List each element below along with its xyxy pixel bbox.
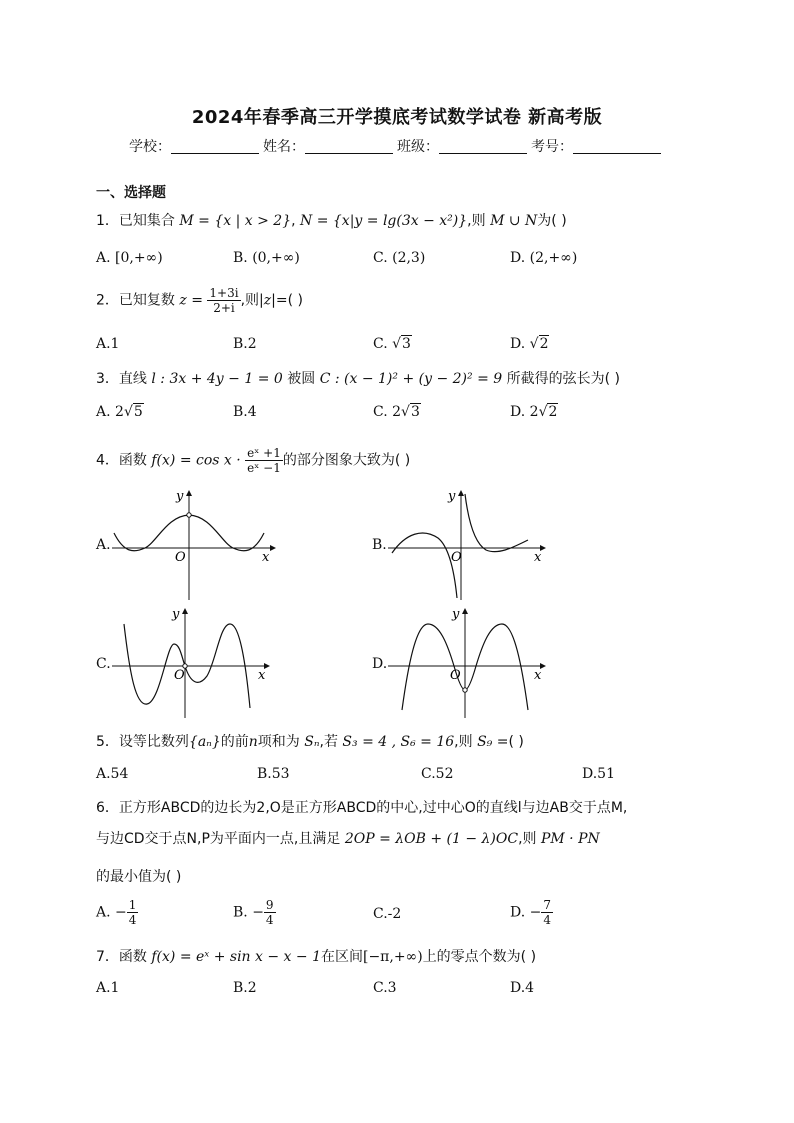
fraction: $\frac{\text{eˣ +1}}{\text{eˣ −1}}$	[247, 446, 281, 475]
math-expr: PM · PN	[540, 831, 600, 847]
math-expr: S₃ = 4 , S₆ = 16	[342, 734, 455, 750]
option-a[interactable]: A. [0,+∞)	[96, 250, 163, 266]
math-expr: f(x) = cos x ·	[151, 452, 241, 469]
question-text: 函数	[118, 452, 147, 469]
question-text: 被圆	[287, 371, 316, 387]
x-axis-label: x	[534, 550, 542, 565]
x-axis-label: x	[262, 550, 270, 565]
origin-label: O	[451, 550, 462, 565]
math-expr: 2OP = λOB + (1 − λ)OC	[344, 831, 519, 847]
name-blank[interactable]	[305, 139, 393, 154]
option-b[interactable]: B. − $\frac{9}{4}$	[233, 898, 274, 927]
fraction: $\frac{7}{4}$	[543, 898, 551, 927]
question-1	[96, 210, 567, 230]
question-text: 在区间	[320, 949, 363, 965]
math-expr: z =	[179, 292, 203, 309]
y-axis-label: y	[172, 607, 180, 622]
sqrt: √2	[538, 404, 558, 420]
number-label: 考号：	[531, 139, 573, 155]
option-c[interactable]: C. 2√3	[373, 404, 420, 420]
question-text: 的前	[220, 734, 249, 750]
question-text: 为( )	[537, 213, 567, 229]
origin-label: O	[174, 668, 185, 683]
graph-c-label[interactable]: C.	[96, 656, 111, 672]
option-b[interactable]: B.53	[257, 766, 290, 782]
question-text: 所截得的弦长为( )	[506, 371, 620, 387]
option-a[interactable]: A. 2√5	[96, 404, 143, 420]
question-text: 已知集合	[118, 213, 175, 229]
graph-d-label[interactable]: D.	[372, 656, 388, 672]
question-text: 上的零点个数为( )	[422, 949, 537, 965]
x-axis-label: x	[534, 668, 542, 683]
math-expr: M ∪ N	[490, 213, 538, 229]
x-axis-label: x	[258, 668, 266, 683]
question-number: 3．	[96, 371, 119, 387]
question-text: ,则	[467, 213, 486, 229]
math-expr: {aₙ}	[188, 734, 221, 750]
y-axis-label: y	[448, 489, 456, 504]
option-a[interactable]: A.1	[96, 336, 120, 352]
option-b[interactable]: B. (0,+∞)	[233, 250, 300, 266]
math-expr: Sₙ	[304, 734, 320, 750]
math-expr: f(x) = eˣ + sin x − x − 1	[151, 949, 321, 965]
school-blank[interactable]	[171, 139, 259, 154]
question-text: 与边CD交于点N,P为平面内一点,且满足	[96, 831, 341, 847]
question-text: ,则	[518, 831, 537, 847]
y-axis-label: y	[176, 489, 184, 504]
math-expr: S₉ =	[477, 734, 509, 750]
fraction: $\frac{9}{4}$	[265, 898, 274, 927]
option-d[interactable]: D.51	[582, 766, 615, 782]
question-text: 设等比数列	[118, 734, 189, 750]
question-number: 5．	[96, 734, 119, 750]
sqrt: √3	[401, 404, 420, 420]
math-expr: C : (x − 1)² + (y − 2)² = 9	[319, 371, 503, 387]
sqrt: √3	[392, 336, 411, 352]
class-blank[interactable]	[439, 139, 527, 154]
question-6-line-3: 的最小值为( )	[96, 869, 182, 885]
option-c[interactable]: C. √3	[373, 336, 411, 352]
name-label: 姓名：	[263, 139, 305, 155]
math-expr: N = {x|y = lg(3x − x²)}	[300, 213, 468, 229]
section-heading: 一、选择题	[96, 185, 166, 201]
question-text: ,	[291, 213, 296, 229]
graph-b[interactable]	[388, 488, 558, 600]
question-text: ,若	[319, 734, 338, 750]
question-text: ( )	[508, 734, 524, 750]
option-b[interactable]: B.2	[233, 980, 257, 996]
graph-b-label[interactable]: B.	[372, 537, 387, 553]
option-c[interactable]: C. (2,3)	[373, 250, 426, 266]
question-number: 6．	[96, 800, 119, 816]
sqrt: √5	[123, 404, 143, 420]
graph-a-label[interactable]: A.	[96, 537, 111, 553]
fraction: $\frac{1+3i}{2+i}$	[209, 286, 239, 315]
origin-label: O	[450, 668, 461, 683]
option-a[interactable]: A. − $\frac{1}{4}$	[96, 898, 137, 927]
question-number: 2．	[96, 292, 119, 309]
math-expr: l : 3x + 4y − 1 = 0	[151, 371, 283, 387]
question-text: 的部分图象大致为( )	[282, 452, 411, 469]
question-text: 已知复数	[118, 292, 175, 309]
question-5	[96, 731, 524, 751]
graph-c[interactable]	[112, 606, 282, 718]
math-expr: [−π,+∞)	[362, 949, 423, 965]
option-c[interactable]: C.3	[373, 980, 397, 996]
number-blank[interactable]	[573, 139, 661, 154]
option-b[interactable]: B.4	[233, 404, 257, 420]
question-4	[96, 446, 410, 475]
question-text: 项和为	[257, 734, 300, 750]
question-number: 4．	[96, 452, 119, 469]
question-text: ,则	[454, 734, 473, 750]
option-d[interactable]: D. (2,+∞)	[510, 250, 578, 266]
fraction: $\frac{1}{4}$	[128, 898, 137, 927]
student-info-row	[0, 136, 794, 156]
graph-a[interactable]	[112, 488, 282, 600]
option-d[interactable]: D.4	[510, 980, 535, 996]
school-label: 学校：	[129, 139, 171, 155]
option-d[interactable]: D. √2	[510, 336, 549, 352]
question-text: ,则|	[240, 292, 264, 309]
question-3	[96, 368, 620, 388]
option-d[interactable]: D. − $\frac{7}{4}$	[510, 898, 551, 927]
option-d[interactable]: D. 2√2	[510, 404, 558, 420]
question-text: |=( )	[271, 292, 303, 309]
origin-label: O	[175, 550, 186, 565]
page-title: 2024年春季高三开学摸底考试数学试卷 新高考版	[191, 107, 603, 128]
question-text: 函数	[118, 949, 147, 965]
question-text: 直线	[118, 371, 147, 387]
question-7	[96, 946, 536, 966]
math-expr: M = {x | x > 2}	[179, 213, 292, 229]
sqrt: √2	[529, 336, 549, 352]
question-2	[96, 286, 303, 315]
option-c[interactable]: C.52	[421, 766, 454, 782]
math-expr: z	[263, 292, 272, 309]
graph-d[interactable]	[388, 606, 558, 718]
question-number: 7．	[96, 949, 119, 965]
option-b[interactable]: B.2	[233, 336, 257, 352]
option-a[interactable]: A.54	[96, 766, 129, 782]
math-expr: n	[248, 734, 258, 750]
option-c[interactable]: C.-2	[373, 906, 402, 922]
question-number: 1．	[96, 213, 119, 229]
question-text: 正方形ABCD的边长为2,O是正方形ABCD的中心,过中心O的直线l与边AB交于点M,	[118, 800, 628, 816]
question-6-line-2	[96, 828, 600, 848]
y-axis-label: y	[452, 607, 460, 622]
question-6-line-1	[96, 797, 627, 817]
option-a[interactable]: A.1	[96, 980, 120, 996]
class-label: 班级：	[397, 139, 439, 155]
